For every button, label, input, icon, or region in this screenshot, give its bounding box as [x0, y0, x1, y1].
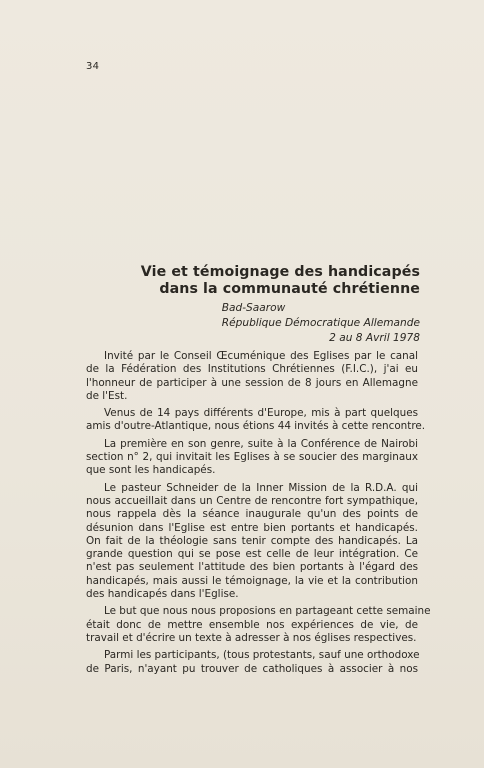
text-line: travail et d'écrire un texte à adresser à nos églises respectives. [86, 631, 417, 644]
paragraph [86, 482, 418, 602]
event-info [222, 301, 420, 346]
article-body [86, 350, 431, 680]
title-line-1: Vie et témoignage des handicapés [140, 264, 420, 280]
text-line: était donc de mettre ensemble nos expériences de vie, de [86, 618, 418, 631]
article-title [141, 264, 420, 298]
text-line: La première en son genre, suite à la Conférence de Nairobi [104, 437, 418, 450]
paragraph [86, 350, 418, 403]
text-line: nous accueillait dans un Centre de rencontre fort sympathique, [86, 494, 418, 507]
event-country: République Démocratique Allemande [221, 317, 420, 329]
text-line: désunion dans l'Eglise est entre bien portants et handicapés. [86, 521, 418, 534]
text-line: amis d'outre-Atlantique, nous étions 44 invités à cette rencontre. [86, 420, 426, 433]
text-line: l'honneur de participer à une session de 8 jours en Allemagne [86, 376, 418, 389]
text-line: Invité par le Conseil Œcuménique des Eglises par le canal [104, 350, 418, 362]
title-line-2: dans la communauté chrétienne [159, 281, 420, 297]
text-line: des handicapés dans l'Eglise. [86, 588, 239, 601]
text-line: de Paris, n'ayant pu trouver de catholiques à associer à nos [86, 662, 418, 675]
paragraph [86, 438, 418, 478]
text-line: de la Fédération des Institutions Chrétiennes (F.I.C.), j'ai eu [86, 363, 418, 376]
text-line: handicapés, mais aussi le témoignage, la vie et la contribution [86, 574, 418, 587]
text-line: On fait de la théologie sans tenir compte des handicapés. La [86, 534, 418, 547]
text-line: grande question qui se pose est celle de leur intégration. Ce [86, 548, 418, 561]
paragraph [86, 605, 431, 645]
text-line: Le pasteur Schneider de la Inner Mission de la R.D.A. qui [104, 481, 418, 494]
text-line: Venus de 14 pays différents d'Europe, mis à part quelques [104, 407, 418, 420]
text-line: Parmi les participants, (tous protestants, sauf une orthodoxe [104, 649, 420, 662]
paragraph [86, 407, 426, 434]
text-line: section n° 2, qui invitait les Eglises à se soucier des marginaux [86, 451, 418, 464]
page-number: 34 [86, 61, 100, 72]
text-line: n'est pas seulement l'attitude des bien portants à l'égard des [86, 561, 418, 574]
text-line: de l'Est. [86, 389, 128, 402]
paragraph [86, 649, 418, 676]
text-line: que sont les handicapés. [86, 464, 216, 477]
text-line: nous rappela dès la séance inaugurale qu'un des points de [86, 508, 418, 521]
event-dates: 2 au 8 Avril 1978 [329, 332, 420, 344]
event-place: Bad-Saarow [221, 302, 286, 314]
text-line: Le but que nous nous proposions en partageant cette semaine [104, 605, 431, 618]
